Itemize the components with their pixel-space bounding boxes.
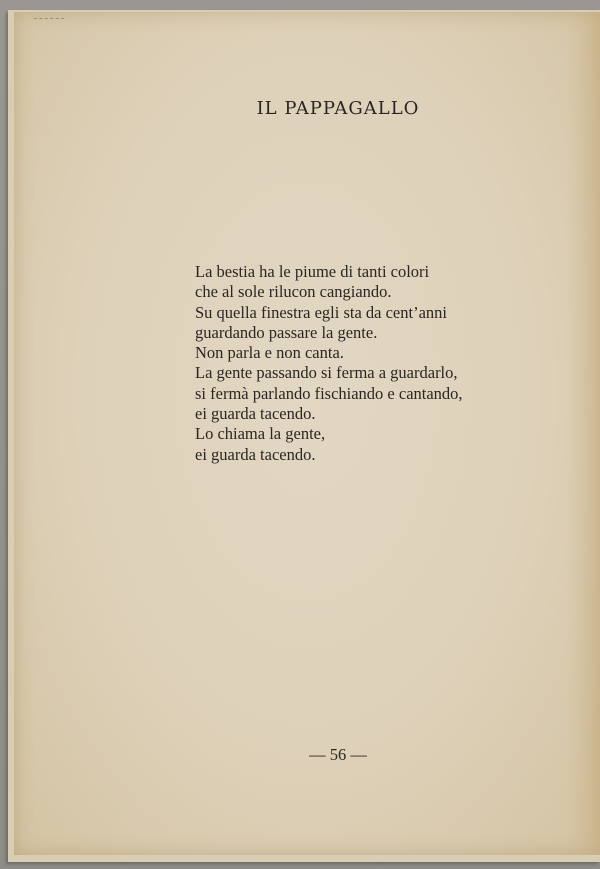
book-page xyxy=(14,12,600,855)
poem-line: guardando passare la gente. xyxy=(195,322,378,342)
page-number: — 56 — xyxy=(309,745,367,764)
poem-line: La gente passando si ferma a guardarlo, xyxy=(195,363,458,383)
poem-line: Non parla e non canta. xyxy=(195,343,344,363)
poem-line: si fermà parlando fischiando e cantando, xyxy=(195,383,463,403)
corner-mark xyxy=(34,18,64,21)
poem-body xyxy=(195,262,463,465)
poem-line: Lo chiama la gente, xyxy=(195,424,326,444)
poem-line: La bestia ha le piume di tanti colori xyxy=(195,262,430,281)
poem-line: Su quella finestra egli sta da cent’anni xyxy=(195,302,447,322)
poem-line: ei guarda tacendo. xyxy=(195,404,316,424)
poem-title: IL PAPPAGALLO xyxy=(256,98,420,119)
poem-line: che al sole rilucon cangiando. xyxy=(195,282,392,302)
poem-line: ei guarda tacendo. xyxy=(195,444,316,464)
